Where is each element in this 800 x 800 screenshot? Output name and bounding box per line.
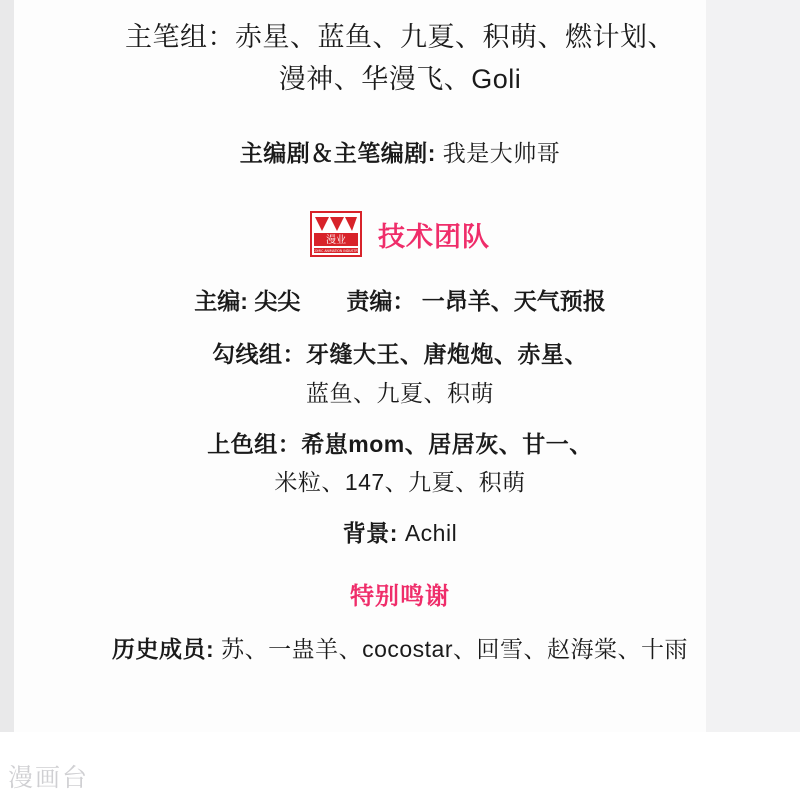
- svg-text:漫业: 漫业: [326, 235, 346, 247]
- history-members-value: 苏、一蛊羊、cocostar、回雪、赵海棠、十雨: [221, 635, 688, 662]
- chief-editor: [194, 283, 300, 316]
- history-members-line: [60, 633, 740, 666]
- responsible-editor-label: 责编：: [346, 288, 416, 315]
- tech-team-header: [60, 211, 740, 257]
- spacer-1: [60, 121, 740, 137]
- background-label: 背景:: [342, 519, 398, 546]
- line-art-line-2: 蓝鱼、九夏、积萌: [306, 379, 494, 406]
- head-writer-label: 主编剧＆主笔编剧:: [239, 139, 436, 166]
- chief-editor-value: 尖尖: [254, 288, 301, 315]
- line-art-line-1: 勾线组：牙缝大王、唐炮炮、赤星、: [212, 341, 588, 368]
- special-thanks-title: 特别鸣谢: [350, 582, 450, 610]
- main-artists-line-1: 主笔组：赤星、蓝鱼、九夏、积萌、燃计划、: [125, 22, 675, 52]
- head-writer-line: [60, 137, 740, 170]
- chief-editor-label: 主编:: [194, 288, 248, 315]
- background-value: Achil: [404, 519, 458, 546]
- background-line: [60, 517, 740, 550]
- color-line-1: 上色组：希崽mom、居居灰、甘一、: [207, 430, 593, 457]
- watermark-manhuatai: 漫画台: [8, 764, 90, 792]
- color-line-2: 米粒、147、九夏、积萌: [274, 469, 526, 496]
- svg-text:COMIC ANIMATION INDUSTRY: COMIC ANIMATION INDUSTRY: [312, 249, 360, 254]
- spacer-2: [60, 175, 740, 201]
- editor-row: [60, 283, 740, 316]
- history-members-label: 历史成员:: [112, 635, 215, 662]
- responsible-editor-value: 一昂羊、天气预报: [421, 288, 606, 315]
- responsible-editor: [346, 283, 605, 316]
- manhua-qiye-logo-icon: [310, 211, 362, 257]
- tech-team-title: 技术团队: [378, 221, 490, 252]
- head-writer-value: 我是大帅哥: [442, 139, 561, 166]
- main-artists-line-2: 漫神、华漫飞、Goli: [278, 64, 522, 95]
- bottom-page-edge: [0, 732, 800, 800]
